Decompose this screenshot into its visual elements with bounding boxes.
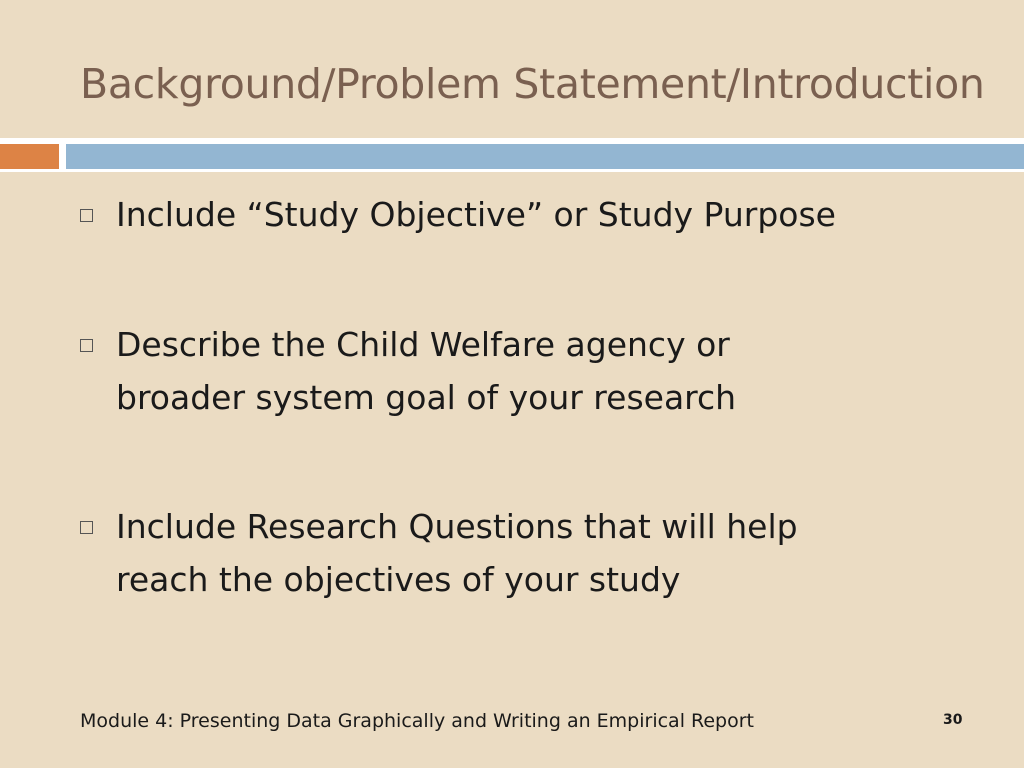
hollow-square-bullet-icon <box>80 339 93 352</box>
bullet-text: Include “Study Objective” or Study Purpose <box>116 195 836 234</box>
accent-bar-orange <box>0 144 59 169</box>
bullet-item-agency-goal <box>80 318 900 426</box>
slide-title: Background/Problem Statement/Introduction <box>80 60 985 108</box>
bullet-item-study-objective <box>80 188 900 242</box>
accent-divider-bottom <box>0 169 1024 172</box>
bullet-text-line-1: Include Research Questions that will help <box>116 507 798 546</box>
bullet-text-line-1: Describe the Child Welfare agency or <box>116 325 730 364</box>
bullet-text-line-2: broader system goal of your research <box>116 378 737 417</box>
accent-bar-blue <box>66 144 1024 169</box>
bullet-item-research-questions <box>80 500 900 608</box>
bullet-text-line-2: reach the objectives of your study <box>116 560 681 599</box>
page-number: 30 <box>943 712 963 728</box>
accent-bar-gap <box>59 144 66 169</box>
hollow-square-bullet-icon <box>80 521 93 534</box>
slide-footer: Module 4: Presenting Data Graphically and Writing an Empirical Report <box>80 710 754 732</box>
hollow-square-bullet-icon <box>80 209 93 222</box>
